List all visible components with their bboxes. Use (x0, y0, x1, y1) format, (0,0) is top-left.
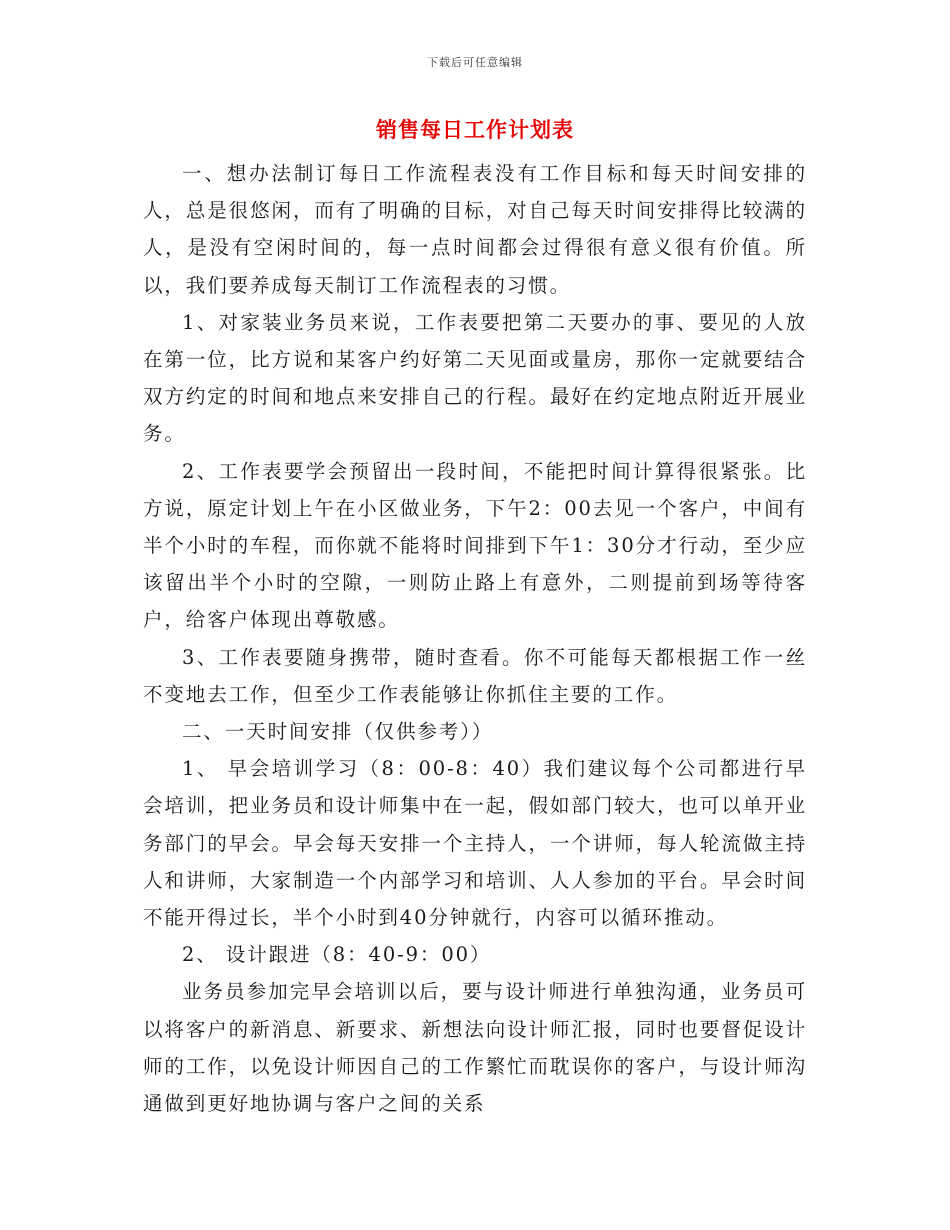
paragraph: 1、对家装业务员来说，工作表要把第二天要办的事、要见的人放在第一位，比方说和某客户约好第二天见面或量房，那你一定就要结合双方约定的时间和地点来安排自己的行程。最好在约定地点附近开展业务。 (143, 310, 807, 446)
paragraph: 业务员参加完早会培训以后，要与设计师进行单独沟通，业务员可以将客户的新消息、新要求、新想法向设计师汇报，同时也要督促设计师的工作，以免设计师因自己的工作繁忙而耽误你的客户，与设计师沟通做到更好地协调与客户之间的关系 (143, 980, 807, 1116)
document-body (143, 155, 807, 1122)
paragraph: 一、想办法制订每日工作流程表没有工作目标和每天时间安排的人，总是很悠闲，而有了明确的目标，对自己每天时间安排得比较满的人，是没有空闲时间的，每一点时间都会过得很有意义很有价值。所以，我们要养成每天制订工作流程表的习惯。 (143, 162, 807, 297)
subsection-heading: 2、 设计跟进（8：40-9：00） (182, 943, 492, 967)
section-heading: 二、一天时间安排（仅供参考）） (182, 720, 494, 744)
document-title: 销售每日工作计划表 (376, 118, 574, 142)
paragraph: 2、工作表要学会预留出一段时间，不能把时间计算得很紧张。比方说，原定计划上午在小区做业务，下午2：00去见一个客户，中间有半个小时的车程，而你就不能将时间排到下午1：30分才行动，至少应该留出半个小时的空隙，一则防止路上有意外，二则提前到场等待客户，给客户体现出尊敬感。 (143, 459, 807, 632)
paragraph: 1、 早会培训学习（8：00-8：40）我们建议每个公司都进行早会培训，把业务员和设计师集中在一起，假如部门较大，也可以单开业务部门的早会。早会每天安排一个主持人，一个讲师，每人轮流做主持人和讲师，大家制造一个内部学习和培训、人人参加的平台。早会时间不能开得过长，半个小时到40分钟就行，内容可以循环推动。 (143, 757, 807, 930)
header-note: 下载后可任意编辑 (427, 56, 523, 69)
paragraph: 3、工作表要随身携带，随时查看。你不可能每天都根据工作一丝不变地去工作，但至少工作表能够让你抓住主要的工作。 (143, 645, 807, 706)
